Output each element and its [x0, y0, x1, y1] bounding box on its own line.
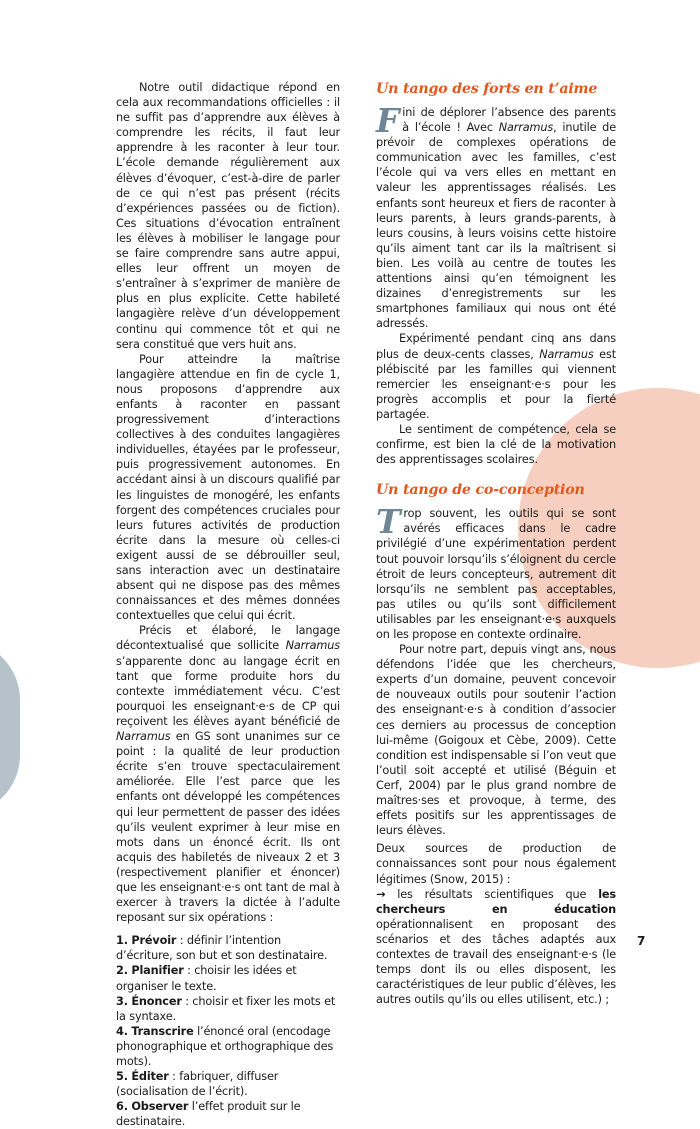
page-number: 7 [637, 934, 646, 948]
paragraph: Fini de déplorer l’absence des parents à l’école ! Avec Narramus, inutile de prévoir de complexes opérations de communication avec les familles, c’est l’école qui va vers elles en mettant en valeur les apprentissages réalisés. Les enfants sont heureux et fiers de raconter à leurs parents, à leurs grands-parents, à leurs cousins, à leurs voisins cette histoire qu’ils aiment tant car ils la maîtrisent si bien. Les voilà au centre de toutes les attentions ainsi qu’en témoignent les dizaines d’enregistrements sur les smartphones familiaux qui nous ont été adressés. [376, 101, 616, 331]
narramus-title: Narramus [539, 347, 594, 361]
drop-cap: T [376, 502, 401, 542]
list-item: 2. Planifier : choisir les idées et organiser le texte. [116, 964, 297, 993]
paragraph: Deux sources de production de connaissances sont pour nous également légitimes (Snow, 2015) : [376, 842, 616, 886]
paragraph: Précis et élaboré, le langage décontextualisé que sollicite Narramus s’apparente donc au langage écrit en tant que forme produite hors du contexte immédiatement vécu. C’est pourquoi les enseignant·e·s de CP qui reçoivent les élèves ayant bénéficié de Narramus en GS sont unanimes sur ce point : la qualité de leur production écrite s’en trouve spectaculairement améliorée. Elle l’est parce que les enfants ont développé les compétences qui leur permettent de passer des idées qu’ils veulent exprimer à leur mise en mots dans un énoncé écrit. Ils ont acquis des habiletés de niveaux 2 et 3 (respectivement planifier et énoncer) que les enseignant·e·s ont tant de mal à exercer à travers la dictée à l’adulte reposant sur six opérations : [116, 624, 340, 925]
list-item: 3. Énoncer : choisir et fixer les mots et la syntaxe. [116, 994, 336, 1023]
list-item: 5. Éditer : fabriquer, diffuser (socialisation de l’écrit). [116, 1070, 279, 1099]
left-column [116, 80, 340, 1129]
paragraph: Le sentiment de compétence, cela se confirme, est bien la clé de la motivation des apprentissages scolaires. [376, 422, 616, 467]
paragraph: Notre outil didactique répond en cela aux recommandations officielles : il ne suffit pas d’apprendre aux élèves à comprendre les récits, il faut leur apprendre à les raconter à leur tour. L’école demande régulièrement aux élèves d’évoquer, c’est-à-dire de parler de ce qui n’est pas présent (récits d’expériences passées ou de fiction). Ces situations d’évocation entraînent les élèves à mobiliser le langage pour se faire comprendre sans autre appui, elles leur offrent un moyen de s’entraîner à s’exprimer de manière de plus en plus explicite. Cette habileté langagière relève d’un développement continu qui commence tôt et qui ne sera constitué que vers huit ans. [116, 81, 340, 351]
narramus-title: Narramus [285, 639, 340, 653]
section-heading: Un tango de co-conception [376, 482, 585, 499]
right-column [376, 80, 616, 1007]
paragraph: Trop souvent, les outils qui se sont avérés efficaces dans le cadre privilégié d’une expérimentation perdent tout pouvoir lorsqu’ils s’éloignent du cercle étroit de leurs concepteurs, autrement dit lorsqu’ils ne semblent pas acceptables, pas utiles ou qu’ils sont difficilement utilisables par les enseignant·e·s auxquels on les propose en contexte ordinaire. [376, 502, 616, 641]
decorative-grey-shape [0, 640, 20, 815]
bullet-paragraph: → les résultats scientifiques que les chercheurs en éducation opérationnalisent en proposant des scénarios et des tâches adaptés aux contextes de travail des enseignant·e·s (le temps dont ils ou elles disposent, les caractéristiques de leur public d’élèves, les autres outils qu’ils ou elles utilisent, etc.) ; [376, 887, 616, 1007]
paragraph: Pour notre part, depuis vingt ans, nous défendons l’idée que les chercheurs, experts d’un domaine, peuvent concevoir de nouveaux outils pour soutenir l’action des enseignant·e·s à condition d’associer ces derniers au processus de conception lui-même (Goigoux et Cèbe, 2009). Cette condition est indispensable si l’on veut que l’outil soit accepté et utilisé (Béguin et Cerf, 2004) par le plus grand nombre de maîtres·ses et provoque, à terme, des effets positifs sur les apprentissages de leurs élèves. [376, 643, 616, 838]
writing-operations-list [116, 933, 340, 1129]
list-item: 4. Transcrire l’énoncé oral (encodage phonographique et orthographique des mots). [116, 1024, 334, 1068]
list-item: 6. Observer l’effet produit sur le destinataire. [116, 1100, 301, 1129]
paragraph: Expérimenté pendant cinq ans dans plus de deux-cents classes, Narramus est plébiscité par les familles qui viennent remercier les enseignant·e·s pour les progrès accomplis et pour la fierté partagée. [376, 332, 616, 421]
section-heading: Un tango des forts en t’aime [376, 81, 598, 97]
arrow-icon: → [376, 887, 386, 901]
paragraph: Pour atteindre la maîtrise langagière attendue en fin de cycle 1, nous proposons d’apprendre aux enfants à raconter en passant progressivement d’interactions collectives à des conduites langagières individuelles, étayées par le professeur, puis progressivement autonomes. En accédant ainsi à un discours qualifié par les linguistes de monogéré, les enfants forgent des compétences cruciales pour leurs futures activités de production écrite dans la mesure où celles-ci exigent aussi de se débrouiller seul, sans interaction avec un destinataire absent qui ne dispose pas des mêmes connaissances et des mêmes données contextuelles que celui qui écrit. [116, 352, 340, 623]
drop-cap: F [376, 101, 400, 140]
list-item: 1. Prévoir : définir l’intention d’écriture, son but et son destinataire. [116, 934, 328, 963]
narramus-title: Narramus [116, 730, 171, 744]
narramus-title: Narramus [498, 121, 554, 135]
